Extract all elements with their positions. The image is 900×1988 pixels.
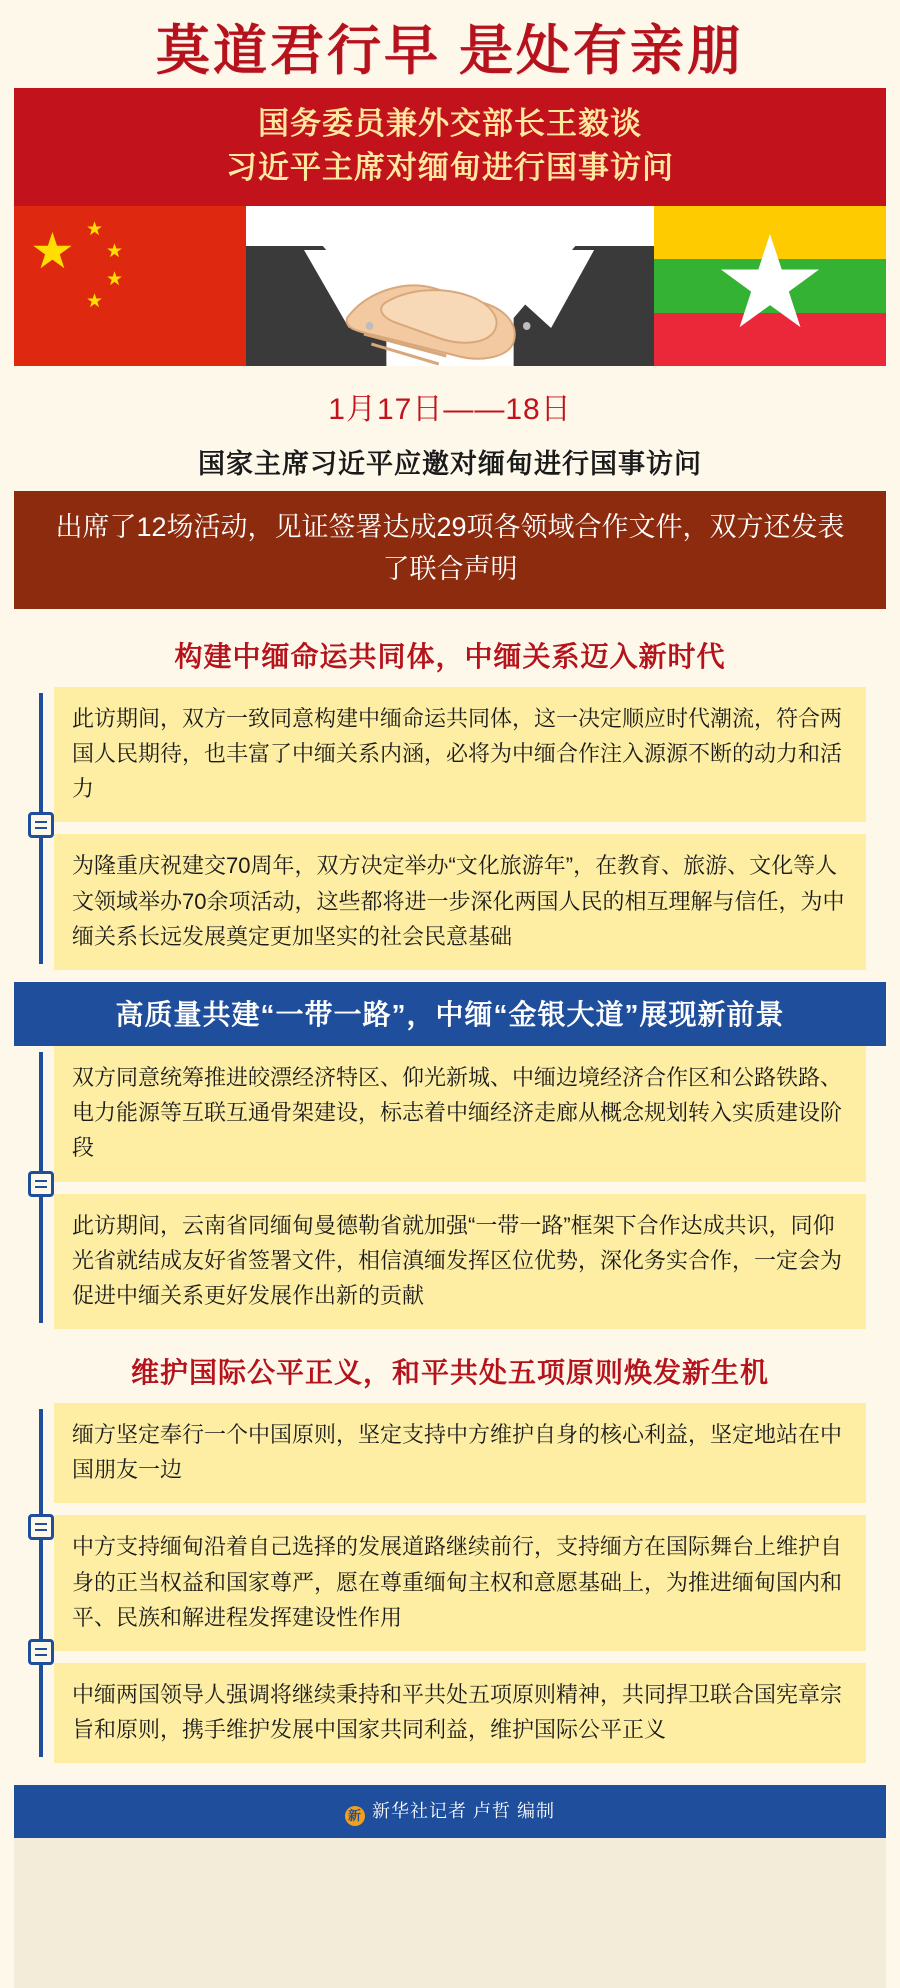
- section-3-title: 维护国际公平正义，和平共处五项原则焕发新生机: [130, 1357, 769, 1389]
- date-block: [14, 366, 886, 491]
- handshake-illustration: [246, 206, 654, 366]
- rail-node-icon: [28, 1171, 54, 1197]
- section-2-body: [14, 1046, 886, 1329]
- visit-date: 1月17日——18日: [328, 393, 572, 427]
- handshake-icon: [246, 206, 654, 366]
- section-3-body: [14, 1403, 886, 1763]
- section-2-title: 高质量共建“一带一路”，中缅“金银大道”展现新前景: [14, 982, 886, 1046]
- subtitle-line-1: 国务委员兼外交部长王毅谈: [258, 106, 642, 142]
- highlight-banner: 出席了12场活动，见证签署达成29项各领域合作文件，双方还发表了联合声明: [14, 491, 886, 609]
- section-2: [14, 982, 886, 1329]
- section-1-card-2: 为隆重庆祝建交70周年，双方决定举办“文化旅游年”，在教育、旅游、文化等人文领域举办70余项活动，这些都将进一步深化两国人民的相互理解与信任，为中缅关系长远发展奠定更加坚实的社会民意基础: [54, 834, 866, 970]
- rail-node-icon: [28, 812, 54, 838]
- flag-star-small-3: ★: [106, 269, 124, 291]
- xinhua-logo-icon: 新: [345, 1806, 365, 1826]
- myanmar-flag-icon: [654, 206, 886, 366]
- flags-banner: [14, 206, 886, 366]
- section-3: [14, 1341, 886, 1763]
- sections-container: [14, 609, 886, 1786]
- flag-star-small-4: ★: [86, 291, 104, 313]
- visit-statement: 国家主席习近平应邀对缅甸进行国事访问: [198, 449, 702, 480]
- section-3-card-1: 缅方坚定奉行一个中国原则，坚定支持中方维护自身的核心利益，坚定地站在中国朋友一边: [54, 1403, 866, 1503]
- section-1-body: [14, 687, 886, 970]
- section-1: [14, 625, 886, 970]
- flag-star-small-1: ★: [86, 219, 104, 241]
- section-2-rail: [28, 1052, 54, 1323]
- section-2-card-2: 此访期间，云南省同缅甸曼德勒省就加强“一带一路”框架下合作达成共识，同仰光省就结成友好省签署文件，相信滇缅发挥区位优势，深化务实合作，一定会为促进中缅关系更好发展作出新的贡献: [54, 1194, 866, 1330]
- section-1-card-1: 此访期间，双方一致同意构建中缅命运共同体，这一决定顺应时代潮流，符合两国人民期待，也丰富了中缅关系内涵，必将为中缅合作注入源源不断的动力和活力: [54, 687, 866, 823]
- footer-credit-bar: [14, 1785, 886, 1838]
- rail-line: [39, 1409, 43, 1757]
- myanmar-flag-star: ★: [712, 211, 828, 355]
- section-1-title: 构建中缅命运共同体，中缅关系迈入新时代: [174, 640, 726, 672]
- section-3-rail: [28, 1409, 54, 1757]
- header-band: [14, 10, 886, 88]
- section-1-rail: [28, 693, 54, 964]
- section-3-card-3: 中缅两国领导人强调将继续秉持和平共处五项原则精神，共同捍卫联合国宪章宗旨和原则，携手维护发展中国家共同利益，维护国际公平正义: [54, 1663, 866, 1763]
- china-flag-icon: [14, 206, 246, 366]
- rail-node-icon: [28, 1639, 54, 1665]
- rail-node-icon: [28, 1514, 54, 1540]
- section-2-card-1: 双方同意统筹推进皎漂经济特区、仰光新城、中缅边境经济合作区和公路铁路、电力能源等互联互通骨架建设，标志着中缅经济走廊从概念规划转入实质建设阶段: [54, 1046, 866, 1182]
- flag-star-small-2: ★: [106, 241, 124, 263]
- section-3-card-2: 中方支持缅甸沿着自己选择的发展道路继续前行，支持缅方在国际舞台上维护自身的正当权益和国家尊严，愿在尊重缅甸主权和意愿基础上，为推进缅甸国内和平、民族和解进程发挥建设性作用: [54, 1515, 866, 1651]
- subtitle-band: [14, 88, 886, 206]
- flag-star-large: ★: [30, 223, 75, 280]
- subtitle-line-2: 习近平主席对缅甸进行国事访问: [226, 150, 674, 186]
- page-title: 莫道君行早 是处有亲朋: [155, 21, 744, 81]
- footer-credit-text: 新华社记者 卢哲 编制: [371, 1801, 555, 1822]
